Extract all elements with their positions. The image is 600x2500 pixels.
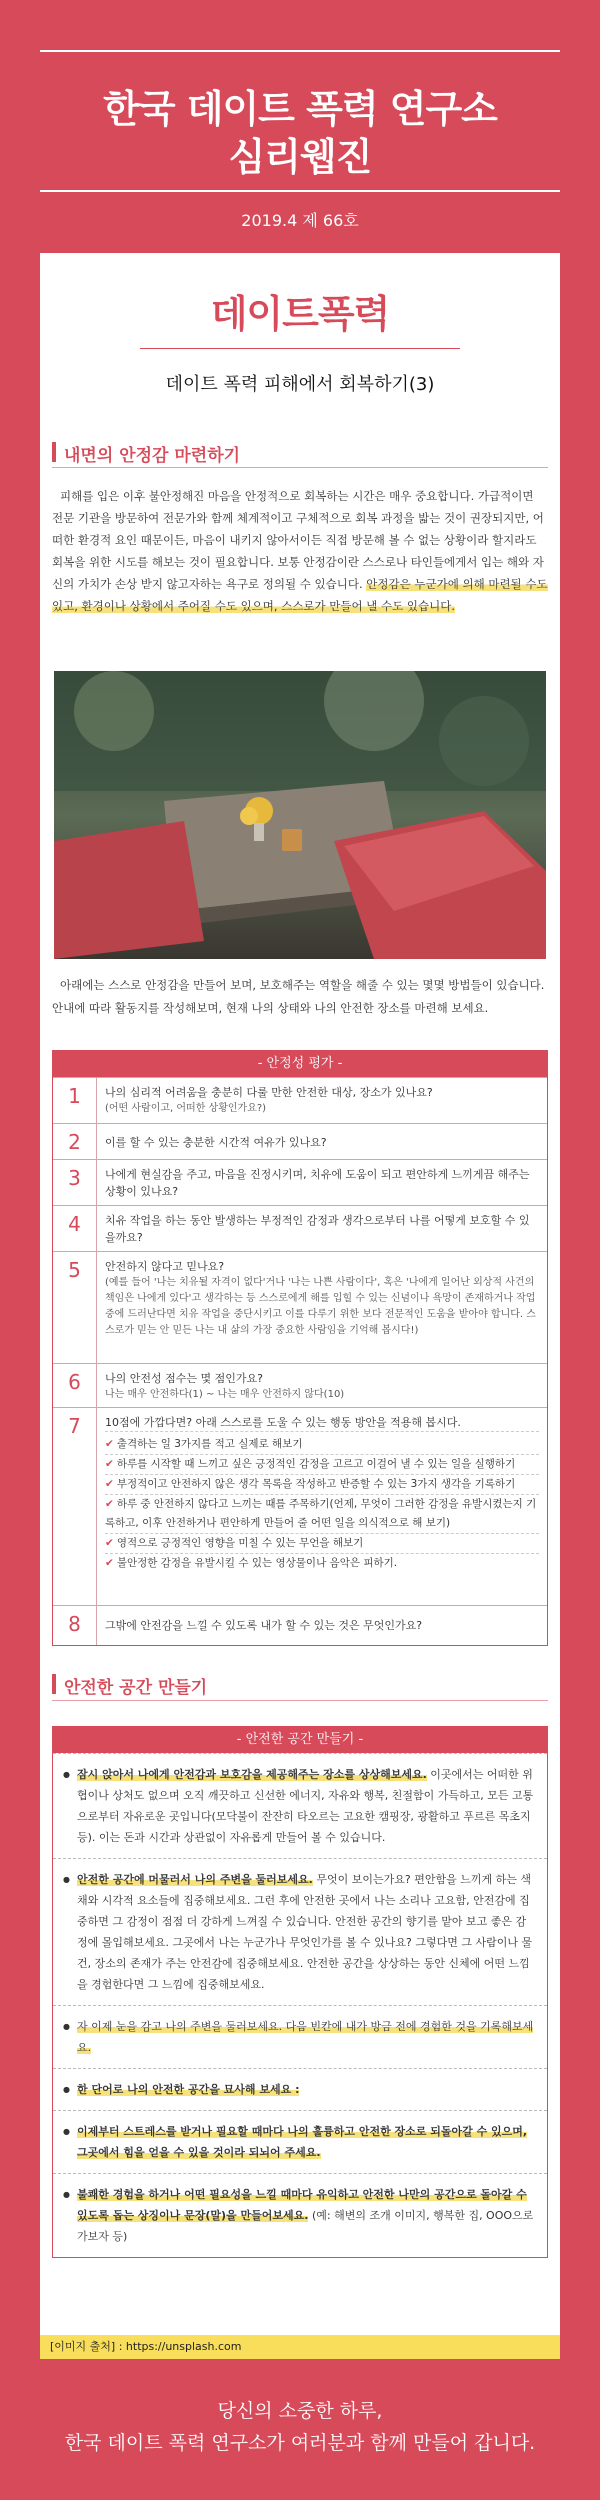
- row-text: [97, 1408, 547, 1605]
- item-bold: 불쾌한 경험을 하거나 어떤 필요성을 느낄 때마다 유익하고 안전한 나만의 공간으로 돌아갈 수 있도록 돕는 상징이나 문장(말)을 만들어보세요.: [77, 2188, 527, 2222]
- row-number: 2: [53, 1124, 97, 1159]
- header-top-rule: [40, 50, 560, 52]
- highlighted-sentence: 안정감은 누군가에 의해 마련될 수도 있고, 환경이나 상황에서 주어질 수도 있으며, 스스로가 만들어 낼 수도 있습니다.: [52, 577, 548, 613]
- item-bold: 잠시 앉아서 나에게 안전감과 보호감을 제공해주는 장소를 상상해보세요.: [77, 1768, 427, 1781]
- row-question: 나의 안전성 점수는 몇 점인가요?: [105, 1372, 263, 1385]
- table-row: [53, 1077, 547, 1123]
- issue-number: 2019.4 제 66호: [241, 211, 359, 230]
- row-question: 그밖에 안전감을 느낄 수 있도록 내가 할 수 있는 것은 무엇인가요?: [105, 1619, 423, 1632]
- checklist-text: 부정적이고 안전하지 않은 생각 목록을 작성하고 반증할 수 있는 3가지 생각을 기록하기: [116, 1478, 516, 1490]
- content-card: [40, 253, 560, 2341]
- checklist-item: [105, 1495, 539, 1534]
- header: [0, 0, 600, 250]
- row-number: 6: [53, 1364, 97, 1407]
- checklist-item: [105, 1475, 539, 1495]
- section-divider: [52, 467, 548, 468]
- section-divider: [52, 1700, 548, 1701]
- webzine-title-line1: 한국 데이트 폭력 연구소: [103, 87, 497, 131]
- list-item: [53, 2068, 547, 2110]
- section-heading-safe-space: 안전한 공간 만들기: [52, 1673, 207, 1698]
- footer-line2: 한국 데이트 폭력 연구소가 여러분과 함께 만들어 갑니다.: [64, 2432, 536, 2454]
- table-row: [53, 1123, 547, 1159]
- list-item: [53, 2005, 547, 2068]
- cafe-photo: [54, 671, 546, 959]
- checklist-item: [105, 1554, 539, 1573]
- row-question: 나의 심리적 어려움을 충분히 다룰 만한 안전한 대상, 장소가 있나요?: [105, 1086, 433, 1099]
- checklist-text: 영적으로 긍정적인 영향을 미칠 수 있는 무언을 해보기: [116, 1537, 364, 1549]
- checklist-item: [105, 1534, 539, 1554]
- safe-space-box: [52, 1726, 548, 2258]
- table-row: [53, 1363, 547, 1407]
- table-row: [53, 1251, 547, 1363]
- list-item: [53, 2110, 547, 2173]
- item-bold: 안전한 공간에 머물러서 나의 주변을 둘러보세요.: [77, 1873, 313, 1886]
- row-text: [97, 1252, 547, 1363]
- row-number: 8: [53, 1606, 97, 1645]
- checkmark-icon: ✔: [105, 1478, 114, 1490]
- checklist-text: 하루 중 안전하지 않다고 느끼는 때를 주목하기(언제, 무엇이 그러한 감정을 유발시켰는지 기록하고, 이후 안전하거나 편안하게 만들어 줄 어떤 일을 의식적으로 해 보기): [105, 1498, 537, 1529]
- stability-paragraph: 피해를 입은 이후 불안정해진 마음을 안정적으로 회복하는 시간은 매우 중요합니다. 가급적이면 전문 기관을 방문하여 전문가와 함께 체계적이고 구체적으로 회복 과정을 밟는 것이 권장되지만, 어떠한 환경적 요인 때문이든, 마음이 내키지 않아서이든 직접 방문해 볼 수 없는 상황이라 할지라도 회복을 위한 시도를 해보는 것이 필요합니다. 보통 안정감이란 스스로나 타인들에게서 입는 해와 자신의 가치가 손상 받지 않고자하는 욕구로 정의될 수 있습니다. 안정감은 누군가에 의해 마련될 수도 있고, 환경이나 상황에서 주어질 수도 있으며, 스스로가 만들어 낼 수도 있습니다.: [52, 489, 548, 613]
- checklist-item: [105, 1455, 539, 1475]
- row-note: (예를 들어 '나는 치유될 자격이 없다'거나 '나는 나쁜 사람이다', 혹은 '나에게 일어난 외상적 사건의 책임은 나에게 있다'고 생각하는 등 스스로에게 해를 입힐 수 있는 신념이나 욕망이 존재하거나 작업 중에 드러난다면 치유 작업을 중단시키고 이를 다루기 위한 보다 전문적인 도움을 받아야 합니다. 스스로가 믿는 안 믿든 나는 내 삶의 가장 중요한 사람임을 기억해 봅시다!): [105, 1277, 536, 1336]
- page-title: 데이트폭력: [210, 292, 390, 336]
- checklist-item: [105, 1435, 539, 1455]
- row-number: 4: [53, 1206, 97, 1251]
- list-item: [53, 2173, 547, 2257]
- page-subtitle: 데이트 폭력 피해에서 회복하기(3): [165, 374, 435, 395]
- row-number: 1: [53, 1078, 97, 1123]
- checklist-text: 출격하는 일 3가지를 적고 실제로 해보기: [116, 1438, 303, 1450]
- activity-intro: 아래에는 스스로 안정감을 만들어 보며, 보호해주는 역할을 해줄 수 있는 몇몇 방법들이 있습니다. 안내에 따라 활동지를 작성해보며, 현재 나의 상태와 나의 안전한 장소를 마련해 보세요.: [52, 978, 545, 1015]
- row-question: 치유 작업을 하는 동안 발생하는 부정적인 감정과 생각으로부터 나를 어떻게 보호할 수 있을까요?: [105, 1214, 530, 1244]
- row-note: (어떤 사람이고, 어떠한 상황인가요?): [105, 1103, 267, 1114]
- image-source-credit: [이미지 출처] : https://unsplash.com: [40, 2335, 560, 2359]
- item-text: (예: 해변의 조개 이미지, 행복한 집, OOO으로 가보자 등): [77, 2209, 534, 2243]
- row-number: 3: [53, 1160, 97, 1205]
- list-item: [53, 1753, 547, 1858]
- row-number: 5: [53, 1252, 97, 1363]
- row-question: 이를 할 수 있는 충분한 시간적 여유가 있나요?: [105, 1136, 327, 1149]
- item-text: 무엇이 보이는가요? 편안함을 느끼게 하는 색채와 시각적 요소들에 집중해보세요. 그런 후에 안전한 곳에서 나는 소리나 고요함, 안전감에 집중하면 그 감정이 점점 더 강하게 느껴질 수 있습니다. 안전한 공간의 향기를 맡아 보고 좋은 감정에 몰입해보세요. 그곳에서 나는 누군가나 무엇인가를 볼 수 있나요? 그렇다면 그 사람이나 물건, 장소의 존재가 주는 안전감에 집중해보세요. 안전한 공간을 상상하는 동안 신체에 어떤 느낌을 경험한다면 그 느낌에 집중해보세요.: [77, 1873, 533, 1991]
- table-row: [53, 1159, 547, 1205]
- row-question: 10점에 가깝다면? 아래 스스로를 도울 수 있는 행동 방안을 적용해 봅시다.: [105, 1414, 539, 1432]
- checkmark-icon: ✔: [105, 1537, 114, 1549]
- box-title: - 안전한 공간 만들기 -: [53, 1727, 547, 1753]
- table-row: [53, 1205, 547, 1251]
- title-divider: [140, 348, 460, 349]
- footer-line1: 당신의 소중한 하루,: [217, 2400, 383, 2422]
- table-row: [53, 1407, 547, 1605]
- item-text: 자 이제 눈을 감고 나의 주변을 둘러보세요. 다음 빈칸에 내가 방금 전에 경험한 것을 기록해보세요.: [77, 2020, 534, 2054]
- footer: [0, 2395, 600, 2459]
- row-number: 7: [53, 1408, 97, 1605]
- checkmark-icon: ✔: [105, 1498, 114, 1510]
- table-row: [53, 1605, 547, 1645]
- checkmark-icon: ✔: [105, 1438, 114, 1450]
- row-question: 안전하지 않다고 믿나요?: [105, 1260, 225, 1273]
- stability-assessment-table: [52, 1050, 548, 1646]
- webzine-title-line2: 심리웹진: [228, 135, 372, 179]
- checkmark-icon: ✔: [105, 1557, 114, 1569]
- section-heading-stability: 내면의 안정감 마련하기: [52, 441, 240, 466]
- row-question: 나에게 현실감을 주고, 마음을 진정시키며, 치유에 도움이 되고 편안하게 느끼게끔 해주는 상황이 있나요?: [105, 1168, 530, 1198]
- row-note: 나는 매우 안전하다(1) ~ 나는 매우 안전하지 않다(10): [105, 1389, 345, 1400]
- checklist-text: 하루를 시작할 때 느끼고 싶은 긍정적인 감정을 고르고 이걸어 낼 수 있는 일을 실행하기: [116, 1458, 516, 1470]
- table-title: - 안정성 평가 -: [53, 1051, 547, 1077]
- list-item: [53, 1858, 547, 2005]
- row-text: [97, 1078, 547, 1123]
- row-text: [97, 1364, 547, 1407]
- item-text: 이곳에서는 어떠한 위협이나 상처도 없으며 오직 깨끗하고 신선한 에너지, 자유와 행복, 친절함이 가득하고, 모든 고통으로부터 자유로운 곳입니다(모닥불이 잔잔히 타오르는 고요한 캠핑장, 광활하고 푸르른 목초지 등). 이는 돈과 시간과 상관없이 자유롭게 만들어 볼 수 있습니다.: [77, 1768, 534, 1844]
- checklist-text: 불안정한 감정을 유발시킬 수 있는 영상물이나 음악은 피하기.: [116, 1557, 398, 1569]
- item-bold: 이제부터 스트레스를 받거나 필요할 때마다 나의 훌륭하고 안전한 장소로 되돌아갈 수 있으며, 그곳에서 힘을 얻을 수 있을 것이라 되뇌어 주세요.: [77, 2125, 528, 2159]
- item-bold: 한 단어로 나의 안전한 공간을 묘사해 보세요 :: [77, 2083, 300, 2096]
- checkmark-icon: ✔: [105, 1458, 114, 1470]
- header-mid-rule: [40, 190, 560, 192]
